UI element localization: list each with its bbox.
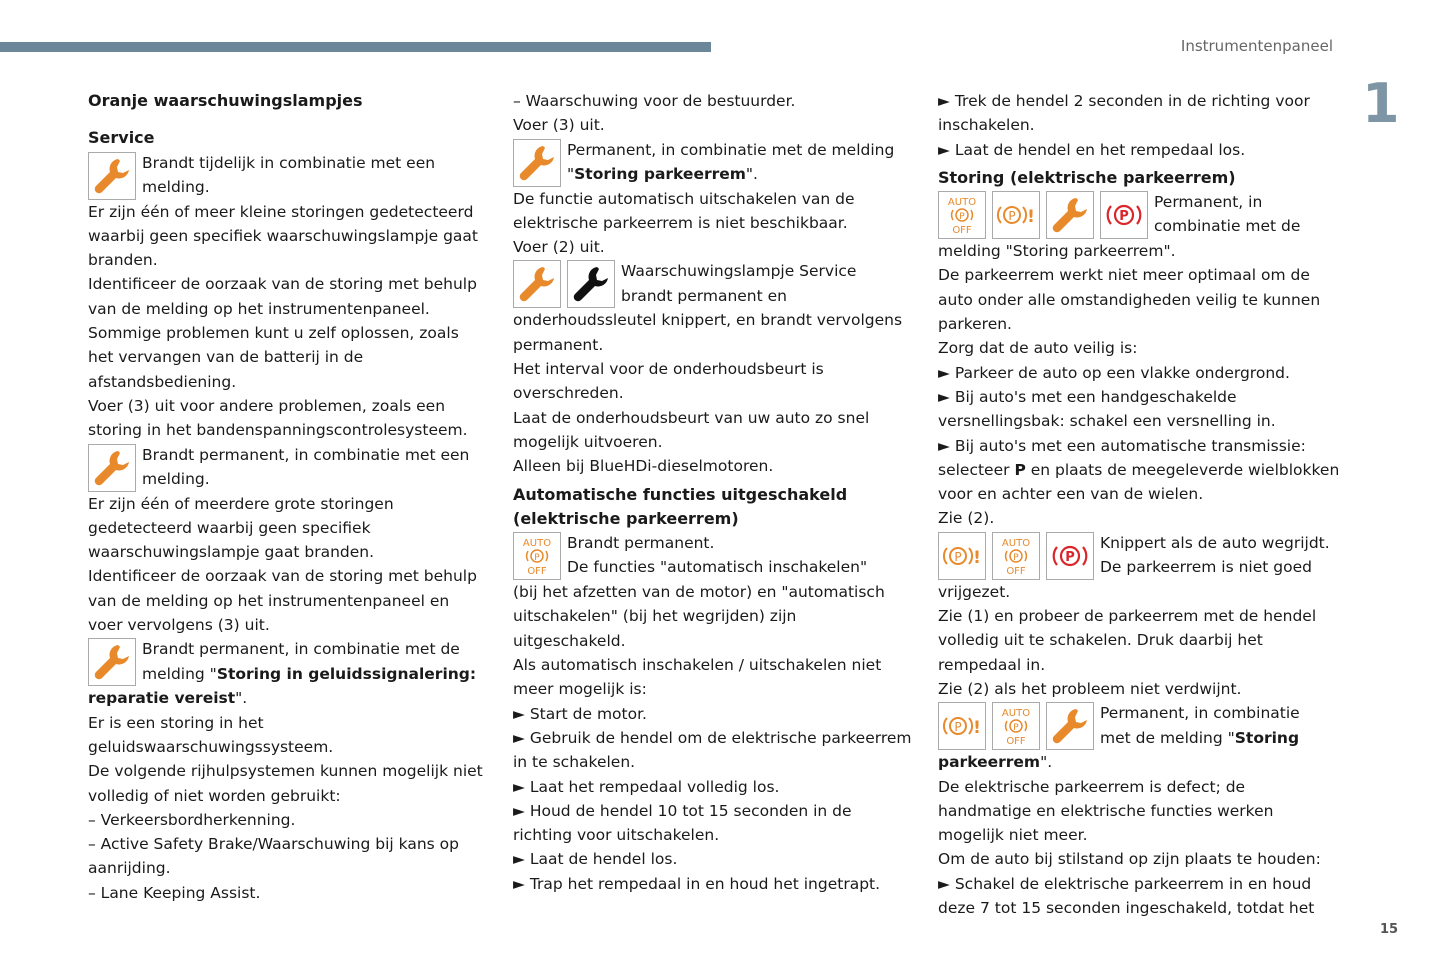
paragraph: Voer (3) uit voor andere problemen, zoals een storing in het bandenspanningscontrolesysteem.: [88, 396, 468, 440]
svg-text:!: !: [1027, 207, 1035, 228]
paragraph: Zie (1) en probeer de parkeerrem met de hendel volledig uit te schakelen. Druk daarbij het rempedaal in.: [938, 607, 1317, 674]
icon-group: [88, 152, 136, 200]
header-title: Instrumentenpaneel: [1180, 37, 1333, 55]
page-number: 15: [1380, 922, 1399, 937]
paragraph: De functies "automatisch inschakelen": [567, 558, 868, 577]
service-wrench-icon: [1046, 191, 1094, 239]
paragraph: De elektrische parkeerrem is defect; de handmatige en elektrische functies werken mogelijk niet meer.: [938, 777, 1274, 845]
paragraph: Er is een storing in het geluidswaarschuwingssysteem.: [88, 713, 334, 756]
paragraph: De parkeerrem werkt niet meer optimaal om de auto onder alle omstandigheden veilig te kunnen parkeren.: [938, 266, 1321, 334]
paragraph: Het interval voor de onderhoudsbeurt is overschreden.: [513, 360, 824, 403]
svg-text:P: P: [1013, 723, 1019, 734]
paragraph: Voer (3) uit.: [513, 116, 605, 135]
icon-group: [88, 444, 136, 492]
list-item: ► Parkeer de auto op een vlakke ondergrond.: [938, 363, 1290, 382]
list-item: ► Houd de hendel 10 tot 15 seconden in de richting voor uitschakelen.: [513, 801, 852, 845]
icon-group: [513, 260, 615, 308]
paragraph: parkeerrem".: [938, 753, 1053, 772]
parking-brake-red-icon: [1100, 191, 1148, 239]
paragraph: Zorg dat de auto veilig is:: [938, 339, 1138, 358]
icon-group: [513, 139, 561, 187]
paragraph: Identificeer de oorzaak van de storing met behulp van de melding op het instrumentenpaneel.: [88, 275, 477, 318]
paragraph: brandt permanent en: [621, 286, 787, 305]
paragraph: vrijgezet.: [938, 582, 1011, 601]
header-bar: [0, 42, 711, 52]
icon-group: [88, 638, 136, 686]
list-item: – Verkeersbordherkenning.: [88, 810, 296, 829]
paragraph: De parkeerrem is niet goed: [1100, 558, 1312, 577]
svg-text:OFF: OFF: [1006, 736, 1026, 748]
paragraph: combinatie met de: [1154, 217, 1301, 236]
paragraph: Brandt tijdelijk in combinatie met een: [142, 153, 436, 172]
parking-brake-fault-icon: [938, 532, 986, 580]
paragraph: reparatie vereist".: [88, 689, 248, 708]
parking-brake-red-icon: [1046, 532, 1094, 580]
paragraph: Om de auto bij stilstand op zijn plaats te houden:: [938, 850, 1321, 869]
column-1: [88, 89, 488, 905]
auto-off-icon: [513, 532, 561, 580]
service-wrench-icon: [88, 638, 136, 686]
paragraph: Permanent, in combinatie: [1100, 704, 1300, 723]
paragraph: melding.: [142, 177, 210, 196]
paragraph: Als automatisch inschakelen / uitschakelen niet meer mogelijk is:: [513, 656, 882, 699]
svg-text:P: P: [1013, 552, 1019, 563]
section-heading: Storing (elektrische parkeerrem): [938, 167, 1236, 187]
svg-text:AUTO: AUTO: [522, 538, 552, 550]
service-wrench-icon: [513, 139, 561, 187]
paragraph: Brandt permanent, in combinatie met de: [142, 640, 460, 659]
svg-text:P: P: [1119, 209, 1129, 225]
list-item: – Waarschuwing voor de bestuurder.: [513, 92, 796, 110]
paragraph: (bij het afzetten van de motor) en "automatisch uitschakelen" (bij het wegrijden) zijn uitgeschakeld.: [513, 583, 885, 650]
paragraph: Voer (2) uit.: [513, 238, 605, 257]
list-item: ► Start de motor.: [513, 704, 647, 723]
svg-text:P: P: [954, 549, 962, 564]
paragraph: "Storing parkeerrem".: [567, 164, 758, 183]
paragraph: Knippert als de auto wegrijdt.: [1100, 533, 1330, 552]
section-heading: Oranje waarschuwingslampjes: [88, 91, 363, 110]
list-item: ► Laat de hendel los.: [513, 850, 678, 869]
icon-group: [938, 191, 1148, 239]
svg-text:AUTO: AUTO: [1001, 537, 1031, 549]
paragraph: Alleen bij BlueHDi-dieselmotoren.: [513, 457, 774, 476]
column-2: [513, 89, 913, 896]
icon-group: [938, 702, 1094, 750]
paragraph: Laat de onderhoudsbeurt van uw auto zo snel mogelijk uitvoeren.: [513, 408, 870, 451]
paragraph: Brandt permanent.: [567, 534, 715, 553]
service-wrench-icon: [1046, 702, 1094, 750]
list-item: ► Bij auto's met een handgeschakelde versnellingsbak: schakel een versnelling in.: [938, 387, 1276, 431]
list-item: ► Trek de hendel 2 seconden in de richting voor inschakelen.: [938, 92, 1310, 135]
auto-off-icon: [938, 191, 986, 239]
svg-text:!: !: [973, 547, 981, 568]
paragraph: Er zijn één of meer kleine storingen gedetecteerd waarbij geen specifiek waarschuwingslampje gaat branden.: [88, 202, 479, 270]
paragraph: Er zijn één of meerdere grote storingen gedetecteerd waarbij geen specifiek waarschuwingslampje gaat branden.: [88, 494, 394, 562]
list-item: ► Laat de hendel en het rempedaal los.: [938, 140, 1246, 159]
paragraph: onderhoudssleutel knippert, en brandt vervolgens permanent.: [513, 311, 903, 354]
parking-brake-fault-icon: [992, 191, 1040, 239]
maintenance-wrench-icon: [567, 260, 615, 308]
list-item: ► Bij auto's met een automatische transmissie: selecteer P en plaats de meegeleverde wielblokken voor en achter een van de wielen.: [938, 436, 1340, 504]
section-heading: Automatische functies uitgeschakeld (elektrische parkeerrem): [513, 484, 848, 528]
svg-text:OFF: OFF: [1006, 565, 1026, 577]
list-item: ► Trap het rempedaal in en houd het ingetrapt.: [513, 874, 881, 893]
icon-group: [938, 532, 1094, 580]
paragraph: De functie automatisch uitschakelen van de elektrische parkeerrem is niet beschikbaar.: [513, 189, 855, 232]
paragraph: De volgende rijhulpsystemen kunnen mogelijk niet volledig of niet worden gebruikt:: [88, 762, 483, 805]
paragraph: Identificeer de oorzaak van de storing met behulp van de melding op het instrumentenpaneel en voer vervolgens (3) uit.: [88, 567, 477, 635]
paragraph: melding.: [142, 469, 210, 488]
list-item: ► Gebruik de hendel om de elektrische parkeerrem in te schakelen.: [513, 728, 912, 772]
paragraph: Sommige problemen kunt u zelf oplossen, zoals het vervangen van de batterij in de afstandsbediening.: [88, 324, 459, 391]
chapter-number: 1: [1362, 72, 1400, 135]
svg-text:OFF: OFF: [527, 566, 547, 578]
list-item: – Active Safety Brake/Waarschuwing bij kans op aanrijding.: [88, 835, 459, 878]
paragraph: met de melding "Storing: [1100, 728, 1300, 747]
icon-group: [513, 532, 561, 580]
service-wrench-icon: [88, 152, 136, 200]
svg-text:P: P: [954, 720, 962, 735]
paragraph: Waarschuwingslampje Service: [621, 262, 857, 281]
column-3: [938, 89, 1343, 920]
svg-text:!: !: [973, 718, 981, 739]
list-item: ► Laat het rempedaal volledig los.: [513, 777, 780, 796]
paragraph: melding "Storing parkeerrem".: [938, 242, 1176, 261]
svg-text:P: P: [534, 553, 540, 564]
parking-brake-fault-icon: [938, 702, 986, 750]
list-item: – Lane Keeping Assist.: [88, 883, 261, 902]
service-wrench-icon: [88, 444, 136, 492]
svg-text:AUTO: AUTO: [1001, 708, 1031, 720]
svg-text:P: P: [1008, 209, 1016, 224]
svg-text:P: P: [1065, 549, 1075, 565]
paragraph: Zie (2) als het probleem niet verdwijnt.: [938, 679, 1242, 698]
subheading-service: Service: [88, 128, 155, 148]
svg-text:AUTO: AUTO: [947, 197, 977, 209]
paragraph: Permanent, in: [1154, 193, 1263, 212]
paragraph: melding "Storing in geluidssignalering:: [142, 664, 477, 683]
list-item: ► Schakel de elektrische parkeerrem in en houd deze 7 tot 15 seconden ingeschakeld, totdat het: [938, 874, 1315, 918]
svg-text:P: P: [959, 212, 965, 223]
service-wrench-icon: [513, 260, 561, 308]
svg-text:OFF: OFF: [952, 225, 972, 237]
paragraph: Zie (2).: [938, 509, 995, 528]
paragraph: Permanent, in combinatie met de melding: [567, 140, 895, 159]
auto-off-icon: [992, 702, 1040, 750]
auto-off-icon: [992, 532, 1040, 580]
paragraph: Brandt permanent, in combinatie met een: [142, 445, 470, 464]
